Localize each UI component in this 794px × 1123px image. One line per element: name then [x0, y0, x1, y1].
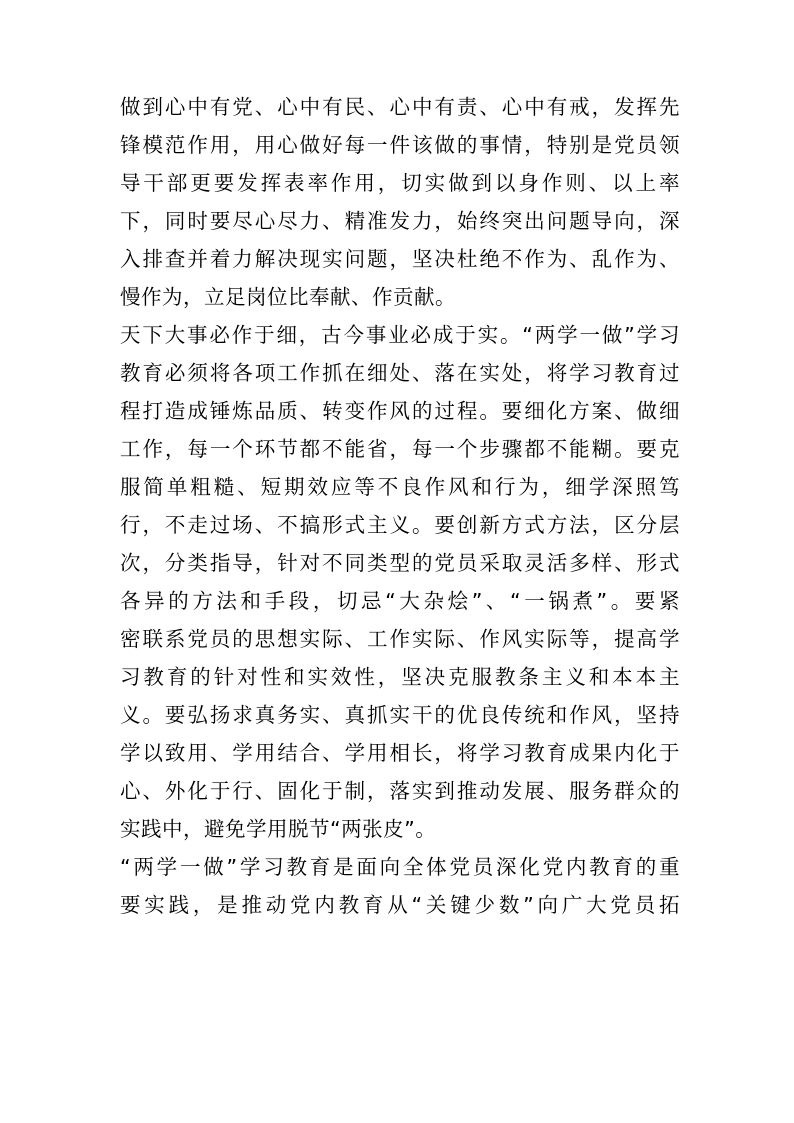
- text-line: 下，同时要尽心尽力、精准发力，始终突出问题导向，深: [120, 209, 680, 233]
- text-line: 导干部更要发挥表率作用，切实做到以身作则、以上率: [120, 171, 680, 195]
- text-line: 学以致用、学用结合、学用相长，将学习教育成果内化于: [120, 741, 680, 765]
- body-text: [120, 88, 680, 924]
- text-line: 实践中，避免学用脱节“两张皮”。: [120, 817, 437, 841]
- text-line: 程打造成锤炼品质、转变作风的过程。要细化方案、做细: [120, 399, 680, 423]
- text-line: 密联系党员的思想实际、工作实际、作风实际等，提高学: [120, 627, 680, 651]
- text-line: 习教育的针对性和实效性，坚决克服教条主义和本本主: [120, 665, 680, 689]
- text-line: 做到心中有党、心中有民、心中有责、心中有戒，发挥先: [120, 95, 680, 119]
- text-line: 行，不走过场、不搞形式主义。要创新方式方法，区分层: [120, 513, 680, 537]
- text-line: 入排查并着力解决现实问题，坚决杜绝不作为、乱作为、: [120, 247, 680, 271]
- text-line: 工作，每一个环节都不能省，每一个步骤都不能糊。要克: [120, 437, 680, 461]
- text-line: 慢作为，立足岗位比奉献、作贡献。: [120, 285, 456, 309]
- text-line: 心、外化于行、固化于制，落实到推动发展、服务群众的: [120, 779, 680, 803]
- text-line: 天下大事必作于细，古今事业必成于实。“两学一做”学习: [120, 323, 680, 347]
- text-line: 各异的方法和手段，切忌“大杂烩”、“一锅煮”。要紧: [120, 589, 680, 613]
- text-line: 服简单粗糙、短期效应等不良作风和行为，细学深照笃: [120, 475, 680, 499]
- text-line: 教育必须将各项工作抓在细处、落在实处，将学习教育过: [120, 361, 680, 385]
- text-line: 义。要弘扬求真务实、真抓实干的优良传统和作风，坚持: [120, 703, 680, 727]
- text-line: “两学一做”学习教育是面向全体党员深化党内教育的重: [120, 855, 680, 879]
- text-line: 锋模范作用，用心做好每一件该做的事情，特别是党员领: [120, 133, 680, 157]
- text-line: 要实践，是推动党内教育从“关键少数”向广大党员拓: [120, 893, 680, 917]
- text-line: 次，分类指导，针对不同类型的党员采取灵活多样、形式: [120, 551, 680, 575]
